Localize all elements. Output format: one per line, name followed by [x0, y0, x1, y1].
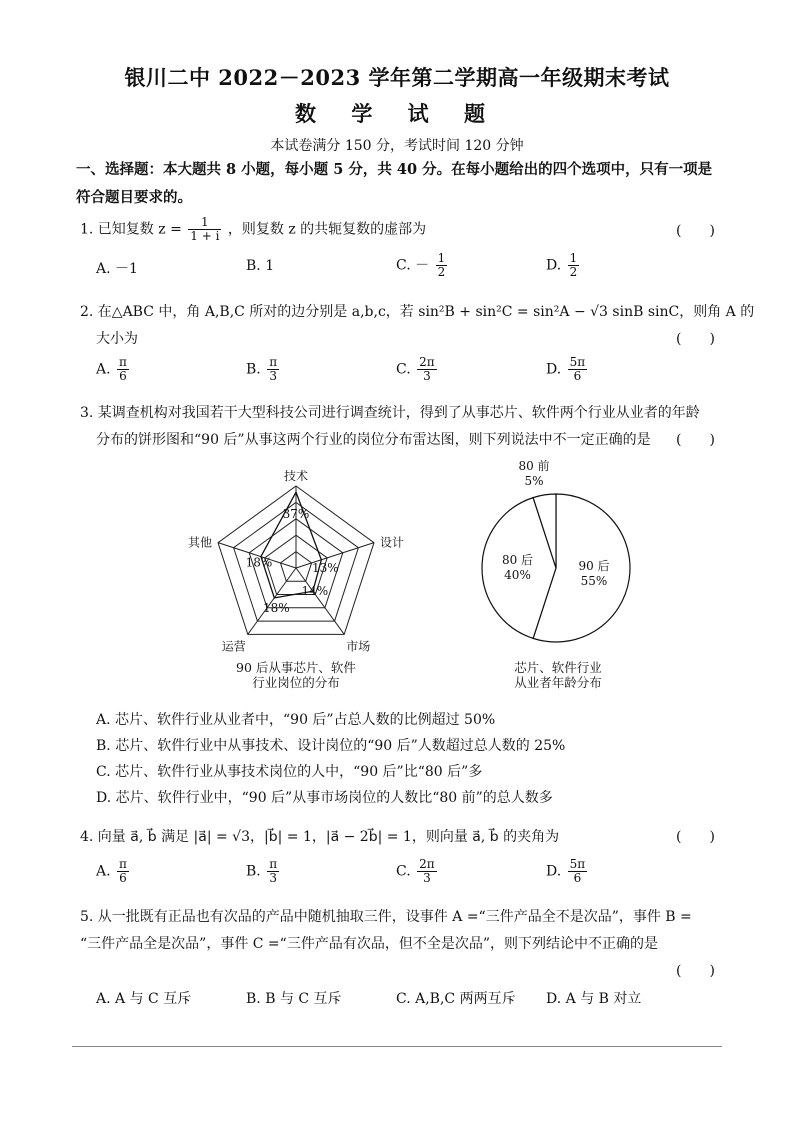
option-label: B. [246, 258, 261, 274]
frac-den: 6 [573, 369, 582, 383]
question-3-line1: 3. 某调查机构对我国若干大型科技公司进行调查统计，得到了从事芯片、软件两个行业从业者的年龄 [80, 405, 700, 421]
option-text: 芯片、软件行业中，“90 后”从事市场岗位的人数比“80 前”的总人数多 [115, 790, 553, 806]
option-label: D. [546, 863, 562, 880]
pie-caption-line1: 芯片、软件行业 [514, 660, 602, 675]
pie-category-label: 80 后 [501, 553, 534, 567]
option-label: D. [546, 991, 562, 1007]
pie-caption-line2: 从业者年龄分布 [514, 675, 602, 690]
q2-option-c [396, 356, 439, 383]
option-label: A. [96, 261, 111, 277]
frac-num: 2π [419, 857, 435, 871]
q5-option-d [546, 988, 641, 1008]
exam-title: 银川二中 2022－2023 学年第二学期高一年级期末考试 [124, 65, 670, 90]
option-label: A. [96, 863, 111, 880]
frac-den: 2 [437, 265, 446, 279]
frac-num: π [269, 857, 278, 871]
question-3-line2: 分布的饼形图和“90 后”从事这两个行业的岗位分布雷达图，则下列说法中不一定正确的是 [96, 432, 651, 448]
subject-title: 数 学 试 题 [295, 101, 499, 126]
q4-option-a [96, 858, 131, 885]
q3-option-a [96, 709, 495, 729]
option-label: A. [96, 712, 111, 728]
radar-value-label: 18% [245, 555, 273, 570]
radar-category-label: 设计 [379, 535, 405, 550]
frac-den: 3 [423, 369, 431, 383]
pie-category-label: 90 后 [578, 559, 610, 574]
q1-option-a [96, 258, 138, 278]
frac-den: 3 [269, 369, 277, 383]
page-divider [72, 1046, 722, 1047]
option-fraction [117, 356, 129, 383]
section-heading-line1: 一、选择题：本大题共 8 小题，每小题 5 分，共 40 分。在每小题给出的四个选项中，只有一项是 [76, 161, 713, 178]
option-text: B 与 C 互斥 [265, 991, 342, 1007]
option-label: D. [96, 790, 112, 806]
question-4: 4. 向量 a⃗, b⃗ 满足 |a⃗| = √3，|b⃗| = 1，|a⃗ − 2b⃗| = 1，则向量 a⃗, b⃗ 的夹角为 [80, 829, 560, 845]
radar-caption-line1: 90 后从事芯片、软件 [236, 660, 356, 675]
option-label: C. [396, 863, 411, 880]
radar-chart [176, 468, 416, 658]
option-text: A,B,C 两两互斥 [415, 991, 516, 1007]
radar-category-label: 其他 [187, 535, 213, 550]
frac-den: 3 [423, 871, 431, 885]
option-fraction [568, 356, 588, 383]
question-2-line2: 大小为 [96, 331, 138, 347]
question-5-line1: 5. 从一批既有正品也有次品的产品中随机抽取三件，设事件 A =“三件产品全不是次品”，事件 B = [80, 909, 692, 925]
q4-answer-paren: ( ) [676, 829, 715, 845]
q3-option-c [96, 761, 482, 781]
option-label: D. [546, 361, 562, 378]
q1-frac-num: 1 [188, 216, 221, 230]
option-fraction [568, 252, 580, 279]
pie-chart [468, 456, 648, 646]
q5-answer-paren: ( ) [676, 963, 715, 979]
option-fraction [417, 356, 437, 383]
q3-option-d [96, 787, 553, 807]
q2-option-d [546, 356, 589, 383]
radar-value-label: 14% [301, 584, 329, 599]
q1-option-c [396, 252, 449, 279]
option-label: B. [246, 361, 261, 378]
q4-option-c [396, 858, 439, 885]
q2-answer-paren: ( ) [676, 331, 715, 347]
frac-den: 3 [269, 871, 277, 885]
option-label: C. [396, 361, 411, 378]
q1-option-b [246, 258, 274, 274]
option-label: A. [96, 361, 111, 378]
exam-info: 本试卷满分 150 分，考试时间 120 分钟 [270, 138, 524, 154]
frac-den: 2 [569, 265, 578, 279]
option-label: B. [96, 738, 111, 754]
frac-num: π [119, 857, 127, 871]
q1-answer-paren: ( ) [676, 223, 715, 239]
radar-value-label: 13% [312, 560, 339, 575]
option-fraction [267, 858, 279, 885]
q1-option-d [546, 252, 581, 279]
q3-answer-paren: ( ) [676, 432, 715, 448]
q1-pre: 1. 已知复数 z = [80, 221, 182, 238]
option-fraction [568, 858, 588, 885]
option-text: A 与 B 对立 [565, 991, 642, 1007]
q5-option-a [96, 988, 191, 1008]
q4-option-b [246, 858, 281, 885]
q5-option-b [246, 988, 342, 1008]
pie-value-label: 55% [580, 574, 608, 589]
option-label: B. [246, 991, 261, 1007]
frac-den: 6 [573, 871, 582, 885]
option-text: 1 [265, 258, 275, 274]
option-label: A. [96, 991, 111, 1007]
option-label: B. [246, 863, 261, 880]
q5-option-c [396, 988, 516, 1008]
frac-num: 1 [569, 251, 578, 265]
option-text: －1 [115, 261, 138, 277]
frac-num: 5π [569, 857, 586, 871]
option-text: 芯片、软件行业从事技术岗位的人中，“90 后”比“80 后”多 [115, 764, 483, 780]
q4-option-d [546, 858, 589, 885]
radar-value-label: 18% [262, 600, 290, 615]
question-2-line1: 2. 在△ABC 中，角 A,B,C 所对的边分别是 a,b,c，若 sin²B + sin²C = sin²A − √3 sinB sinC，则角 A 的 [80, 304, 755, 320]
radar-category-label: 运营 [221, 639, 246, 654]
option-label: C. [396, 991, 411, 1007]
question-1 [80, 216, 426, 243]
q1-post: ，则复数 z 的共轭复数的虚部为 [227, 221, 427, 238]
option-text: 芯片、软件行业从业者中，“90 后”占总人数的比例超过 50% [115, 712, 496, 728]
option-fraction [267, 356, 279, 383]
q3-option-b [96, 735, 565, 755]
option-fraction [436, 252, 448, 279]
q1-fraction [188, 216, 221, 243]
option-label: C. [96, 764, 111, 780]
option-fraction [417, 858, 437, 885]
pie-value-label: 5% [524, 474, 544, 488]
frac-num: π [119, 355, 127, 369]
option-text: A 与 C 互斥 [115, 991, 192, 1007]
section-heading-line2: 符合题目要求的。 [76, 189, 192, 206]
frac-num: 1 [437, 251, 446, 265]
frac-den: 6 [119, 871, 127, 885]
option-fraction [117, 858, 129, 885]
frac-num: 5π [569, 355, 586, 369]
radar-caption [196, 660, 396, 690]
option-text: － [415, 257, 430, 274]
q2-option-a [96, 356, 131, 383]
radar-axis [296, 568, 344, 634]
option-text: 芯片、软件行业中从事技术、设计岗位的“90 后”人数超过总人数的 25% [115, 738, 566, 754]
radar-category-label: 市场 [346, 639, 371, 654]
radar-category-label: 技术 [283, 469, 309, 483]
radar-value-label: 37% [282, 507, 310, 521]
q2-option-b [246, 356, 281, 383]
option-label: D. [546, 257, 562, 274]
pie-value-label: 40% [504, 568, 531, 582]
frac-num: 2π [419, 355, 435, 369]
question-5-line2: “三件产品全是次品”，事件 C =“三件产品有次品，但不全是次品”，则下列结论中不正确的是 [80, 936, 658, 952]
option-label: C. [396, 257, 411, 274]
frac-num: π [269, 355, 278, 369]
radar-caption-line2: 行业岗位的分布 [252, 675, 340, 690]
q1-frac-den: 1 + i [190, 229, 220, 243]
frac-den: 6 [119, 369, 127, 383]
pie-category-label: 80 前 [518, 459, 550, 473]
pie-caption [468, 660, 648, 690]
